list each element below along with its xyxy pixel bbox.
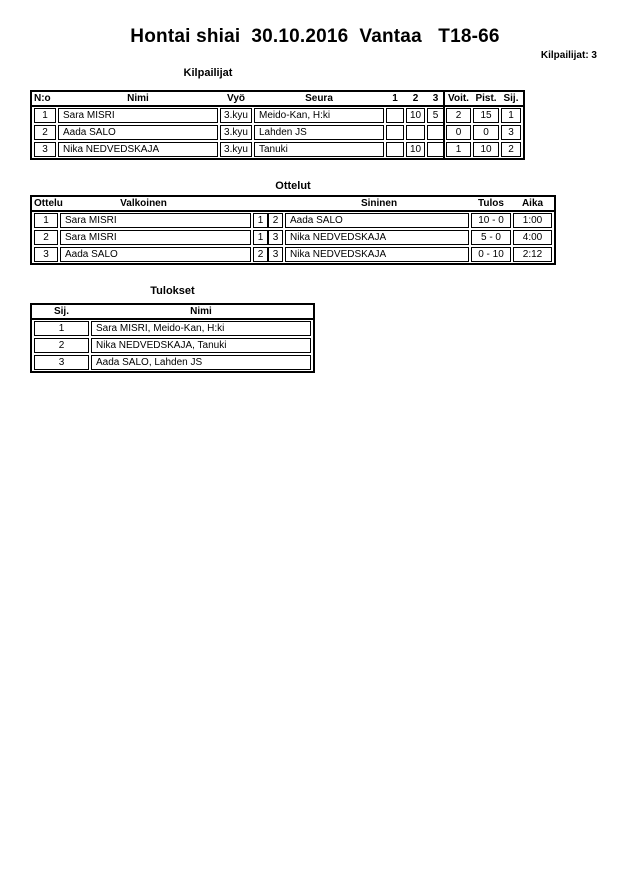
cell-wins: 1 <box>446 142 471 157</box>
cell-time: 4:00 <box>513 230 552 245</box>
col-header-no: N:o <box>34 93 51 104</box>
cell-no: 1 <box>34 108 56 123</box>
table-row <box>34 213 552 228</box>
cell-points: 0 <box>473 125 499 140</box>
cell-no: 2 <box>34 125 56 140</box>
cell-blue-name: Aada SALO <box>285 213 469 228</box>
cell-result: 0 - 10 <box>471 247 511 262</box>
cell-name: Sara MISRI <box>58 108 218 123</box>
cell-white-name: Sara MISRI <box>60 230 251 245</box>
col-header-blue: Sininen <box>360 198 398 209</box>
cell-place: 3 <box>34 355 89 370</box>
cell-no: 3 <box>34 142 56 157</box>
cell-match-no: 1 <box>34 213 58 228</box>
col-header-white: Valkoinen <box>120 198 167 209</box>
cell-round-3: 5 <box>427 108 444 123</box>
col-header-round-2: 2 <box>412 93 419 104</box>
matches-table-header <box>32 197 554 212</box>
cell-round-3 <box>427 125 444 140</box>
competitors-table-body <box>32 107 523 158</box>
competitors-count: Kilpailijat: 3 <box>540 50 597 61</box>
results-table <box>30 303 315 373</box>
col-header-points: Pist. <box>475 93 497 104</box>
cell-place: 2 <box>501 142 521 157</box>
cell-time: 2:12 <box>513 247 552 262</box>
col-header-club: Seura <box>305 93 333 104</box>
cell-belt: 3.kyu <box>220 108 252 123</box>
col-header-place: Sij. <box>503 93 519 104</box>
cell-blue-no: 2 <box>268 213 283 228</box>
cell-place: 1 <box>34 321 89 336</box>
col-header-name: Nimi <box>127 93 149 104</box>
cell-name: Nika NEDVEDSKAJA, Tanuki <box>91 338 311 353</box>
cell-place: 3 <box>501 125 521 140</box>
col-header-place: Sij. <box>53 306 69 317</box>
cell-club: Meido-Kan, H:ki <box>254 108 384 123</box>
matches-table <box>30 195 556 265</box>
stats-divider-line <box>443 92 445 158</box>
page-title: Hontai shiai 30.10.2016 Vantaa T18-66 <box>130 26 500 47</box>
cell-blue-name: Nika NEDVEDSKAJA <box>285 230 469 245</box>
cell-belt: 3.kyu <box>220 125 252 140</box>
section-heading-competitors: Kilpailijat <box>183 67 233 79</box>
cell-time: 1:00 <box>513 213 552 228</box>
cell-place: 1 <box>501 108 521 123</box>
cell-round-2: 10 <box>406 108 425 123</box>
table-row <box>34 142 521 157</box>
cell-club: Lahden JS <box>254 125 384 140</box>
cell-round-2: 10 <box>406 142 425 157</box>
cell-round-1 <box>386 142 404 157</box>
cell-result: 5 - 0 <box>471 230 511 245</box>
cell-round-2 <box>406 125 425 140</box>
table-row <box>34 338 311 353</box>
cell-round-1 <box>386 108 404 123</box>
cell-result: 10 - 0 <box>471 213 511 228</box>
cell-name: Aada SALO <box>58 125 218 140</box>
table-row <box>34 355 311 370</box>
col-header-belt: Vyö <box>227 93 245 104</box>
col-header-result: Tulos <box>478 198 504 209</box>
table-row <box>34 230 552 245</box>
competitors-table-header <box>32 92 523 107</box>
results-table-body <box>32 320 313 371</box>
cell-wins: 0 <box>446 125 471 140</box>
cell-points: 10 <box>473 142 499 157</box>
cell-round-1 <box>386 125 404 140</box>
cell-white-no: 2 <box>253 247 268 262</box>
cell-white-name: Aada SALO <box>60 247 251 262</box>
col-header-name: Nimi <box>190 306 212 317</box>
cell-name: Nika NEDVEDSKAJA <box>58 142 218 157</box>
table-row <box>34 321 311 336</box>
cell-blue-no: 3 <box>268 230 283 245</box>
cell-wins: 2 <box>446 108 471 123</box>
cell-name: Sara MISRI, Meido-Kan, H:ki <box>91 321 311 336</box>
col-header-match: Ottelu <box>34 198 63 209</box>
cell-club: Tanuki <box>254 142 384 157</box>
col-header-round-1: 1 <box>392 93 398 104</box>
cell-blue-name: Nika NEDVEDSKAJA <box>285 247 469 262</box>
cell-place: 2 <box>34 338 89 353</box>
matches-table-body <box>32 212 554 263</box>
table-row <box>34 108 521 123</box>
cell-white-no: 1 <box>253 213 268 228</box>
cell-name: Aada SALO, Lahden JS <box>91 355 311 370</box>
cell-white-name: Sara MISRI <box>60 213 251 228</box>
cell-points: 15 <box>473 108 499 123</box>
competitors-table <box>30 90 525 160</box>
table-row <box>34 125 521 140</box>
section-heading-results: Tulokset <box>150 285 195 297</box>
cell-white-no: 1 <box>253 230 268 245</box>
col-header-round-3: 3 <box>432 93 439 104</box>
section-heading-matches: Ottelut <box>275 180 311 192</box>
cell-round-3 <box>427 142 444 157</box>
results-table-header <box>32 305 313 320</box>
col-header-time: Aika <box>521 198 544 209</box>
cell-belt: 3.kyu <box>220 142 252 157</box>
cell-blue-no: 3 <box>268 247 283 262</box>
col-header-wins: Voit. <box>448 93 469 104</box>
cell-match-no: 3 <box>34 247 58 262</box>
table-row <box>34 247 552 262</box>
cell-match-no: 2 <box>34 230 58 245</box>
